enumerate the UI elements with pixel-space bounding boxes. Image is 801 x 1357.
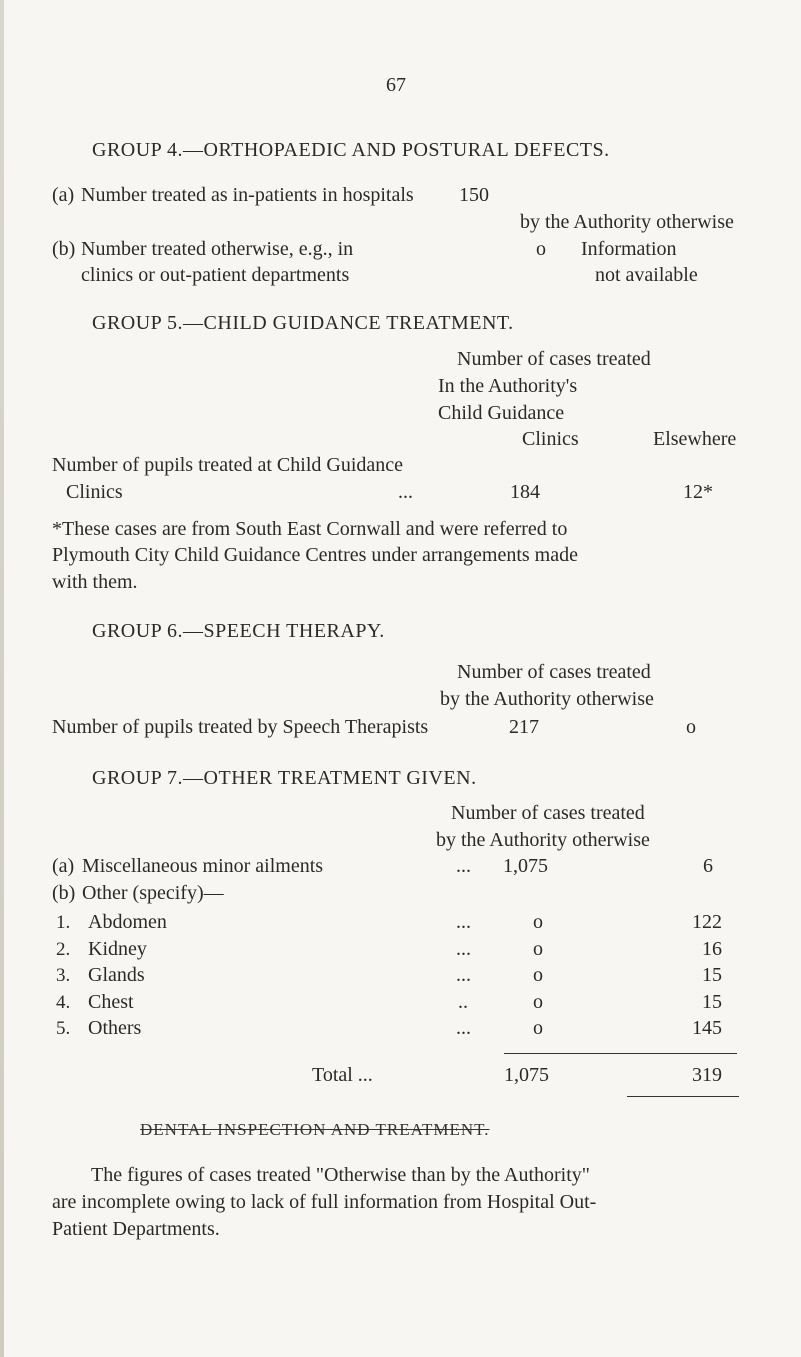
table-row-dots: .. xyxy=(458,991,468,1013)
group5-footnote-1: *These cases are from South East Cornwall and were referred to xyxy=(52,518,568,540)
group5-row-label-1: Number of pupils treated at Child Guidance xyxy=(52,454,404,476)
total-otherwise: 319 xyxy=(692,1064,722,1086)
table-row-dots: ... xyxy=(456,911,471,933)
table-row-text: Abdomen xyxy=(88,911,167,933)
table-row-authority: 1,075 xyxy=(503,855,548,877)
group6-header-2: by the Authority otherwise xyxy=(440,688,654,710)
group5-header-1: Number of cases treated xyxy=(457,348,651,370)
page-edge-shadow xyxy=(0,0,4,1357)
table-row-dots: ... xyxy=(456,855,471,877)
group4-a-label: (a) xyxy=(52,184,75,206)
table-row-label: (a) xyxy=(52,855,75,877)
group5-row-dots: ... xyxy=(398,481,413,503)
table-row-label: 4. xyxy=(56,992,71,1013)
total-rule-top xyxy=(504,1053,737,1054)
table-row-text: Glands xyxy=(88,964,145,986)
table-row-otherwise: 16 xyxy=(702,938,722,960)
group4-heading: GROUP 4.—ORTHOPAEDIC AND POSTURAL DEFECTS. xyxy=(92,139,610,161)
group4-b-label: (b) xyxy=(52,238,76,260)
table-row-text: Miscellaneous minor ailments xyxy=(82,855,324,877)
group6-authority-value: 217 xyxy=(509,716,539,738)
total-rule-bottom xyxy=(627,1096,739,1097)
group4-b-value: o xyxy=(536,238,546,260)
group5-row-label-2: Clinics xyxy=(66,481,123,503)
table-row-otherwise: 145 xyxy=(692,1017,722,1039)
group6-otherwise-value: o xyxy=(686,716,696,738)
closing-note-3: Patient Departments. xyxy=(52,1218,220,1240)
group6-heading: GROUP 6.—SPEECH THERAPY. xyxy=(92,620,385,642)
table-row-authority: o xyxy=(533,1017,543,1039)
table-row-label: 3. xyxy=(56,965,71,986)
table-row-dots: ... xyxy=(456,1017,471,1039)
group5-elsewhere-value: 12* xyxy=(683,481,713,503)
group4-b-text-1: Number treated otherwise, e.g., in xyxy=(81,238,354,260)
group7-heading: GROUP 7.—OTHER TREATMENT GIVEN. xyxy=(92,767,477,789)
group7-header-1: Number of cases treated xyxy=(451,802,645,824)
table-row-text: Others xyxy=(88,1017,142,1039)
group4-a-text: Number treated as in-patients in hospitals xyxy=(81,184,414,206)
total-label: Total ... xyxy=(312,1064,373,1086)
group4-a-value: 150 xyxy=(459,184,489,206)
table-row-otherwise: 6 xyxy=(703,855,713,877)
table-row-authority: o xyxy=(533,991,543,1013)
table-row-authority: o xyxy=(533,911,543,933)
table-row-text: Other (specify)— xyxy=(82,882,224,904)
group7-header-2: by the Authority otherwise xyxy=(436,829,650,851)
table-row-otherwise: 15 xyxy=(702,991,722,1013)
group5-header-5: Elsewhere xyxy=(653,428,737,450)
group5-clinics-value: 184 xyxy=(510,481,540,503)
struck-heading: DENTAL INSPECTION AND TREATMENT. xyxy=(140,1120,490,1139)
table-row-dots: ... xyxy=(456,938,471,960)
group5-heading: GROUP 5.—CHILD GUIDANCE TREATMENT. xyxy=(92,312,514,334)
closing-note-2: are incomplete owing to lack of full information from Hospital Out- xyxy=(52,1191,597,1213)
table-row-otherwise: 15 xyxy=(702,964,722,986)
group5-header-2: In the Authority's xyxy=(438,375,578,397)
table-row-dots: ... xyxy=(456,964,471,986)
total-authority: 1,075 xyxy=(504,1064,549,1086)
table-row-label: 1. xyxy=(56,912,71,933)
table-row-otherwise: 122 xyxy=(692,911,722,933)
table-row-label: (b) xyxy=(52,882,76,904)
table-row-label: 2. xyxy=(56,939,71,960)
group4-column-note-1: by the Authority otherwise xyxy=(520,211,734,233)
group5-header-3: Child Guidance xyxy=(438,402,565,424)
page-number: 67 xyxy=(386,74,406,96)
group5-footnote-2: Plymouth City Child Guidance Centres under arrangements made xyxy=(52,544,578,566)
table-row-text: Kidney xyxy=(88,938,147,960)
table-row-authority: o xyxy=(533,938,543,960)
group6-header-1: Number of cases treated xyxy=(457,661,651,683)
closing-note-1: The figures of cases treated "Otherwise than by the Authority" xyxy=(91,1164,590,1186)
table-row-label: 5. xyxy=(56,1018,71,1039)
group4-column-note-2: Information xyxy=(581,238,677,260)
table-row-authority: o xyxy=(533,964,543,986)
group5-footnote-3: with them. xyxy=(52,571,138,593)
group6-row-label: Number of pupils treated by Speech Therapists xyxy=(52,716,429,738)
table-row-text: Chest xyxy=(88,991,134,1013)
group4-b-text-2: clinics or out-patient departments xyxy=(81,264,350,286)
group4-column-note-3: not available xyxy=(595,264,698,286)
group5-header-4: Clinics xyxy=(522,428,579,450)
